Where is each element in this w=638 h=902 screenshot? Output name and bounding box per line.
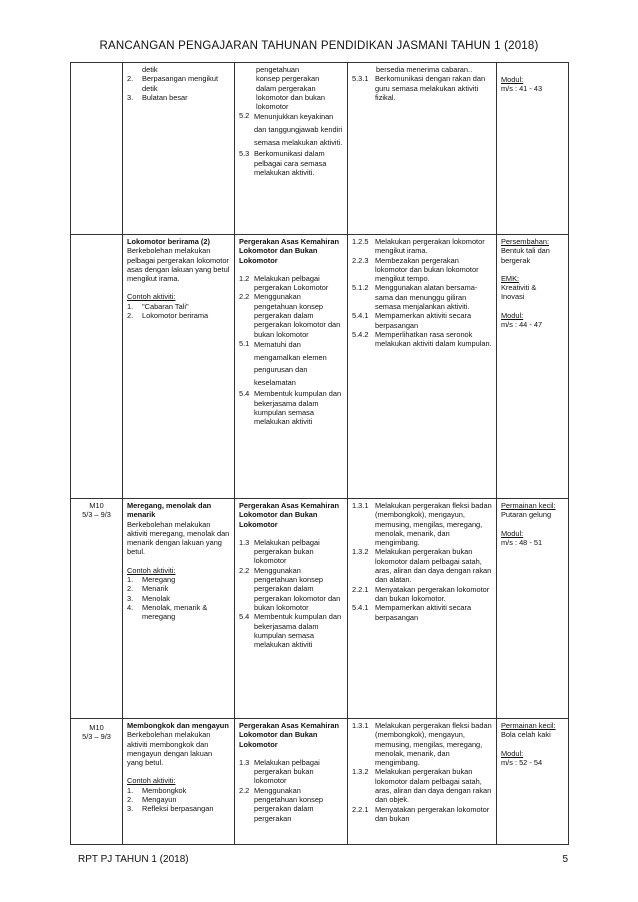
list-item: 2.2 Menggunakan pengetahuan konsep pergerakan dalam pergerakan lokomotor dan bukan lokomotor [239, 292, 341, 339]
list-item: 1.3.2 Melakukan pergerakan bukan lokomotor dalam pelbagai satah, aras, aliran dan daya dengan rakan dan objek. [352, 767, 492, 805]
week-label: M10 [89, 501, 104, 510]
page-footer [78, 854, 568, 865]
list-item: 1.2.5 Melakukan pergerakan lokomotor mengikut irama. [352, 237, 485, 256]
objectives-cell [348, 63, 497, 235]
objectives-cell [348, 499, 497, 719]
list-item: 4. Menolak, menarik & meregang [127, 602, 208, 622]
list-item: 1. Membongkok [127, 785, 187, 795]
topic-title: Meregang, menolak dan menarik [127, 501, 212, 520]
list-item: 1.3 Melakukan pelbagai pergerakan bukan lokomotor [239, 757, 320, 786]
list-item: 1.3 Melakukan pelbagai pergerakan bukan lokomotor [239, 537, 320, 566]
list-item: 5.4 Membentuk kumpulan dan bekerjasama dalam kumpulan semasa melakukan aktiviti [239, 389, 342, 427]
list-item: 5.3.1 Berkomunikasi dengan rakan dan guru semasa melakukan aktiviti fizikal. [352, 74, 486, 102]
table-row [71, 719, 569, 845]
week-dates: 5/3 – 9/3 [82, 732, 111, 742]
list-item: 2.2.1 Menyatakan pergerakan lokomotor dan bukan lokomotor. [352, 584, 490, 603]
objectives-cell [348, 719, 497, 845]
list-item: 2.2.3 Membezakan pergerakan lokomotor dan bukan lokomotor mengikut tempo. [352, 255, 479, 284]
week-dates: 5/3 – 9/3 [82, 510, 111, 520]
list-item: 5.3 Berkomunikasi dalam pelbagai cara semasa melakukan aktiviti. [239, 149, 327, 177]
list-item: 1. "Cabaran Tali" [127, 301, 189, 311]
list-item: 5.4.1 Mempamerkan aktiviti secara berpasangan [352, 311, 472, 330]
topic-title: Lokomotor berirama (2) [127, 237, 210, 246]
table-row [71, 235, 569, 499]
week-cell [71, 719, 123, 845]
week-cell [71, 235, 123, 499]
standard-title: Pergerakan Asas Kemahiran Lokomotor dan Bukan Lokomotor [239, 721, 339, 749]
list-item: 5.1 Mematuhi dan mengamalkan elemen pengurusan dan keselamatan [239, 338, 327, 387]
list-item: 1.3.1 Melakukan pergerakan fleksi badan (membongkok), mengayun, memusing, mengilas, meregang, menolak, menarik, dan mengimbang. [352, 501, 492, 548]
list-item: 3. Refleksi berpasangan [127, 804, 214, 814]
list-item: 2. Lokomotor berirama [127, 311, 209, 321]
objectives-cell [348, 235, 497, 499]
topic-cell: Lokomotor berirama (2) Berkebolehan melakukan pelbagai pergerakan lokomotor asas dengan lakuan yang betul mengikut irama. Contoh aktiviti: 1. "Cabaran Tali" 2. Lokomotor berirama [123, 235, 235, 499]
notes-cell: Permainan kecil: Bola celah kaki Modul: m/s : 52 - 54 [497, 719, 569, 845]
notes-cell: Persembahan: Bentuk tali dan bergerak EMK: Kreativiti & Inovasi Modul: m/s : 44 - 47 [497, 235, 569, 499]
notes-cell: Permainan kecil: Putaran gelung Modul: m/s : 48 - 51 [497, 499, 569, 719]
list-item: 3. Bulatan besar [127, 92, 188, 102]
list-item: 2. Menarik [127, 584, 169, 594]
standard-cell: pengetahuan konsep pergerakan dalam pergerakan lokomotor dan bukan lokomotor 5.2 Menunjukkan keyakinan dan tanggungjawab kendiri semasa melakukan aktiviti. 5.3 Berkomunikasi dalam pelbagai cara semasa melakukan aktiviti. [235, 63, 348, 235]
list-item: 2.2 Menggunakan pengetahuan konsep pergerakan dalam pergerakan lokomotor dan bukan lokomotor [239, 565, 341, 612]
topic-title: Membongkok dan mengayun [127, 721, 229, 730]
table-row [71, 499, 569, 719]
list-item: detik [142, 65, 158, 74]
list-item: 2.2 Menggunakan pengetahuan konsep pergerakan dalam pergerakan [239, 785, 324, 823]
list-item: 5.1.2 Menggunakan alatan bersama-sama dan menunggu giliran semasa menjalankan aktiviti. [352, 283, 478, 312]
list-item: 2. Berpasangan mengikut detik [127, 74, 219, 93]
topic-cell: Membongkok dan mengayun Berkebolehan melakukan aktiviti membongkok dan mengayun dengan lakuan yang betul. Contoh aktiviti: 1. Membongkok 2. Mengayun 3. Refleksi berpasangan [123, 719, 235, 845]
notes-cell: Modul: m/s : 41 - 43 [497, 63, 569, 235]
list-item: 1.3.1 Melakukan pergerakan fleksi badan (membongkok), mengayun, memusing, mengilas, meregang, menolak, menarik, dan mengimbang. [352, 721, 492, 768]
list-item: 5.4.2 Memperlihatkan rasa seronok melakukan aktiviti dalam kumpulan. [352, 329, 492, 349]
standard-cell [235, 235, 348, 499]
list-item: 5.4 Membentuk kumpulan dan bekerjasama dalam kumpulan semasa melakukan aktiviti [239, 612, 342, 650]
standard-title: Pergerakan Asas Kemahiran Lokomotor dan Bukan Lokomotor [239, 237, 339, 265]
lesson-plan-table [70, 62, 569, 845]
week-label: M10 [89, 723, 104, 732]
standard-cell [235, 499, 348, 719]
table-row [71, 63, 569, 235]
list-item: bersedia menerima cabaran.. [376, 65, 473, 74]
topic-cell [123, 63, 235, 235]
footer-label: RPT PJ TAHUN 1 (2018) [78, 854, 189, 865]
list-item: 2.2.1 Menyatakan pergerakan lokomotor dan bukan [352, 804, 490, 823]
list-item: 2. Mengayun [127, 795, 177, 805]
list-item: 5.4.1 Mempamerkan aktiviti secara berpasangan [352, 603, 472, 622]
list-item: 1. Meregang [127, 575, 176, 585]
week-cell [71, 63, 123, 235]
page-number: 5 [562, 854, 568, 865]
standard-title: Pergerakan Asas Kemahiran Lokomotor dan Bukan Lokomotor [239, 501, 339, 529]
page-title: RANCANGAN PENGAJARAN TAHUNAN PENDIDIKAN JASMANI TAHUN 1 (2018) [99, 40, 539, 52]
topic-cell: Meregang, menolak dan menarik Berkebolehan melakukan aktiviti meregang, menolak dan menarik dengan lakuan yang betul. Contoh aktiviti: 1. Meregang 2. Menarik 3. Menolak 4. Menolak, menarik & meregang [123, 499, 235, 719]
list-item: 1.3.2 Melakukan pergerakan bukan lokomotor dalam pelbagai satah, aras, aliran dan daya dengan rakan dan alatan. [352, 547, 492, 585]
list-item: 5.2 Menunjukkan keyakinan dan tanggungjawab kendiri semasa melakukan aktiviti. [239, 111, 343, 147]
list-item: 3. Menolak [127, 593, 170, 603]
week-cell [71, 499, 123, 719]
list-item: 1.2 Melakukan pelbagai pergerakan Lokomotor [239, 273, 329, 293]
standard-cell [235, 719, 348, 845]
